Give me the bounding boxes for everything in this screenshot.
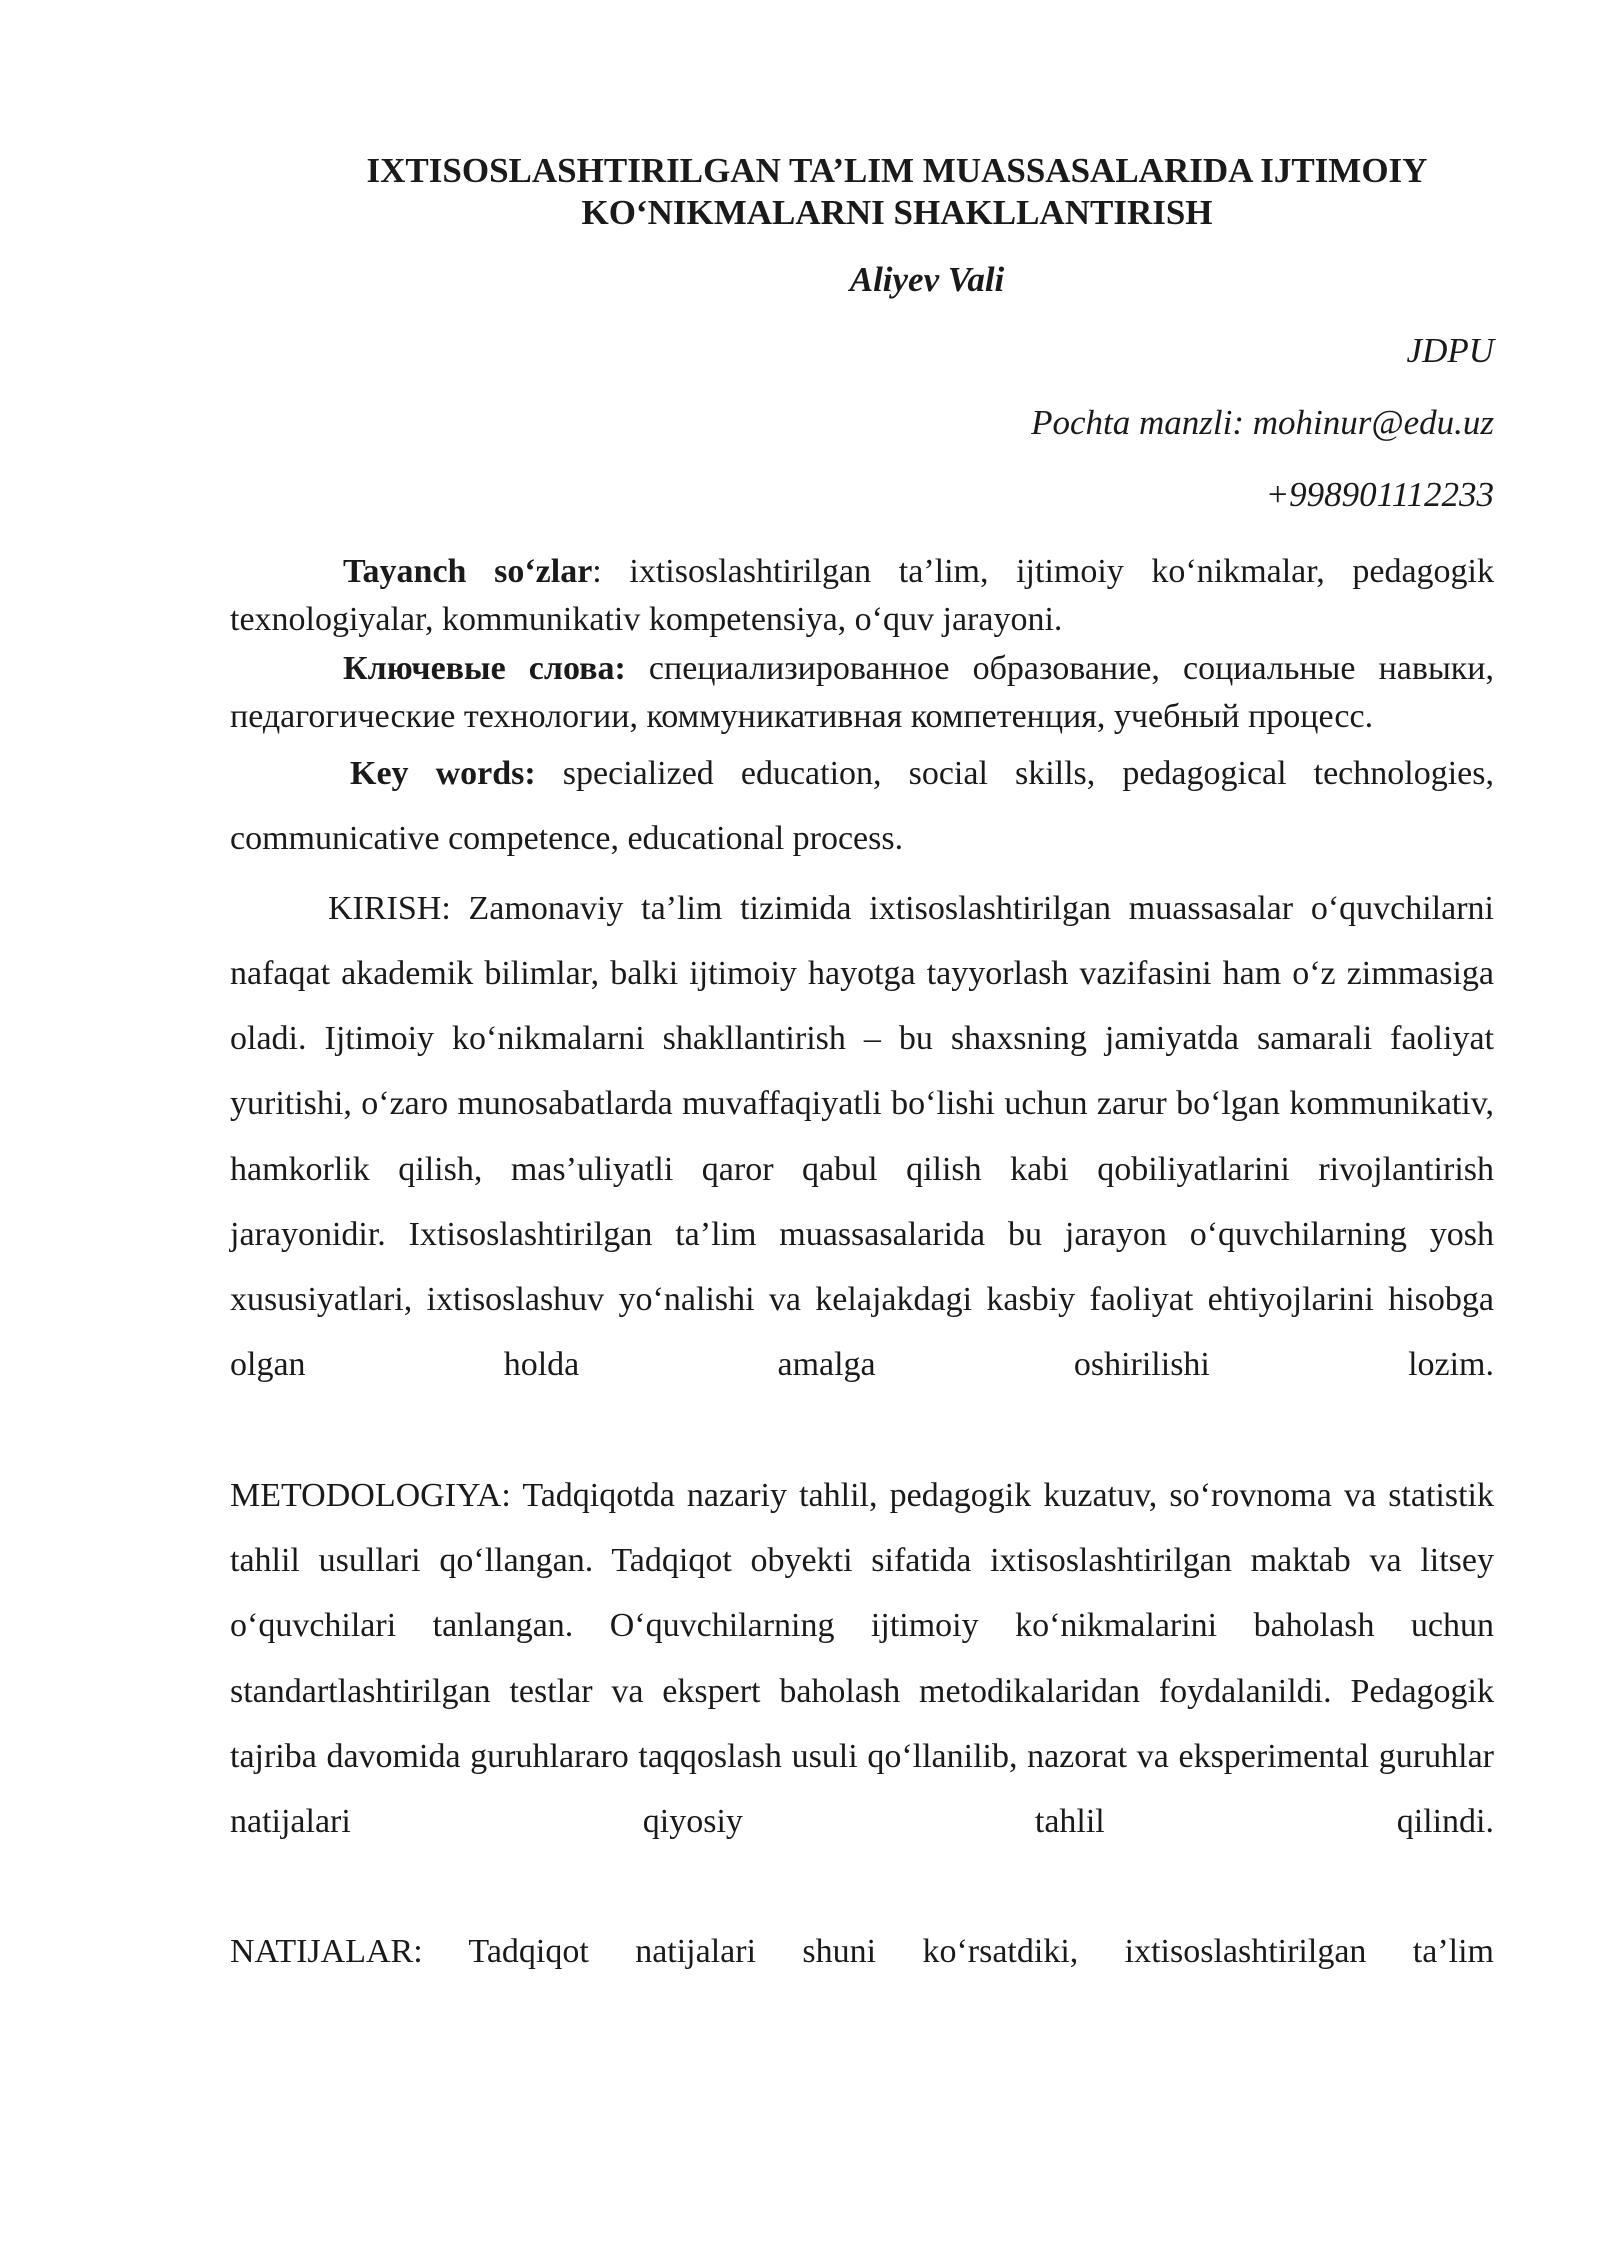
keywords-english-text: specialized education, social skills, pedagogical technologies, communicative competence, educational process. [230,755,1494,858]
keywords-uzbek-label: Tayanch so‘zlar [343,553,593,590]
phone-number: +998901112233 [1265,475,1494,514]
section-methodology [230,1463,1494,1855]
keywords-uzbek-text: : ixtisoslashtirilgan ta’lim, ijtimoiy ko‘nikmalar, pedagogik texnologiyalar, kommunikativ kompetensiya, o‘quv jarayoni. [230,553,1494,639]
keywords-russian-label: Ключевые слова: [343,649,626,687]
section-introduction [230,876,1494,1398]
article-title [230,150,1494,234]
introduction-text: KIRISH: Zamonaviy ta’lim tizimida ixtisoslashtirilgan muassasalar o‘quvchilarni nafaqat akademik bilimlar, balki ijtimoiy hayotga tayyorlash vazifasini ham o‘z zimmasiga oladi. Ijtimoiy ko‘nikmalarni shakllantirish – bu shaxsning jamiyatda samarali faoliyat yuritishi, o‘zaro munosabatlarda muvaffaqiyatli bo‘lishi uchun zarur bo‘lgan kommunikativ, hamkorlik qilish, mas’uliyatli qaror qabul qilish kabi qobiliyatlarini rivojlantirish jarayonidir. Ixtisoslashtirilgan ta’lim muassasalarida bu jarayon o‘quvchilarning yosh xususiyatlari, ixtisoslashuv yo‘nalishi va kelajakdagi kasbiy faoliyat ehtiyojlarini hisobga olgan holda amalga oshirilishi lozim. [230,889,1494,1384]
document-page [230,150,1494,1985]
email-line: Pochta manzli: mohinur@edu.uz [1031,403,1494,442]
results-text: NATIJALAR: Tadqiqot natijalari shuni ko‘rsatdiki, ixtisoslashtirilgan ta’lim [230,1933,1494,1971]
title-line-2: KO‘NIKMALARNI SHAKLLANTIRISH [581,193,1213,232]
keywords-english [230,741,1494,872]
keywords-english-label: Key words: [350,755,536,793]
keywords-russian-text: специализированное образование, социальные навыки, педагогические технологии, коммуникативная компетенция, учебный процесс. [230,649,1494,735]
keywords-uzbek [230,548,1494,645]
methodology-text: METODOLOGIYA: Tadqiqotda nazariy tahlil, pedagogik kuzatuv, so‘rovnoma va statistik tahlil usullari qo‘llangan. Tadqiqot obyekti sifatida ixtisoslashtirilgan maktab va litsey o‘quvchilari tanlangan. O‘quvchilarning ijtimoiy ko‘nikmalarini baholash uchun standartlashtirilgan testlar va ekspert baholash metodikalaridan foydalanildi. Pedagogik tajriba davomida guruhlararo taqqoslash usuli qo‘llanilib, nazorat va eksperimental guruhlar natijalari qiyosiy tahlil qilindi. [230,1476,1494,1841]
section-results [230,1919,1494,1984]
keywords-russian [230,645,1494,742]
affiliation: JDPU [1406,331,1494,370]
author-name: Aliyev Vali [849,260,1005,299]
title-line-1: IXTISOSLASHTIRILGAN TA’LIM MUASSASALARIDA IJTIMOIY [366,151,1428,190]
